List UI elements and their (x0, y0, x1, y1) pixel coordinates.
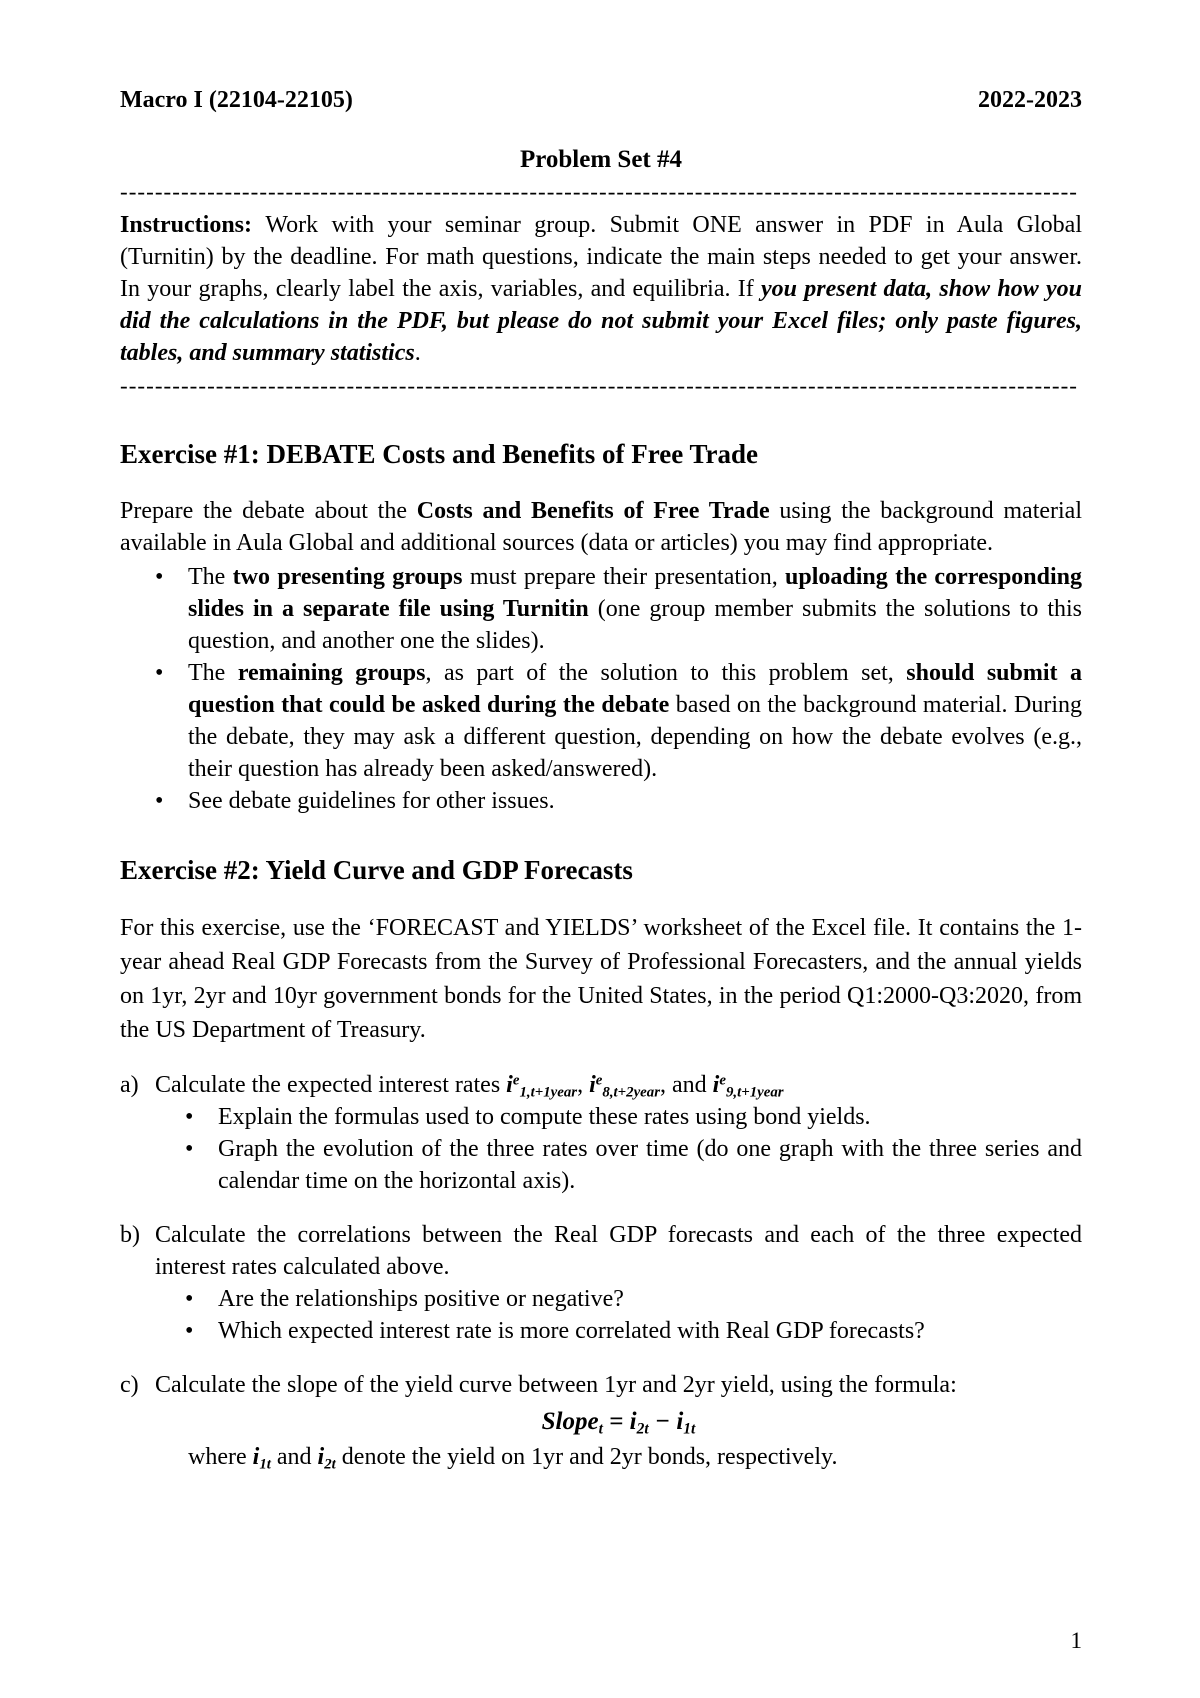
bullet-text: The remaining groups, as part of the solution to this problem set, should submit a question that could be asked during the debate based on the background material. During the debate, they may ask a different question, depending on how the debate evolves (e.g., their question has already been asked/answered). (188, 660, 1083, 782)
item-label: a) (120, 1072, 139, 1098)
exercise2-item-c (120, 1369, 1082, 1473)
divider-dashes-top: -------------------------------------------------------------------------------------------------------------- (120, 179, 1079, 204)
item-label: c) (120, 1372, 139, 1398)
academic-year: 2022-2023 (978, 87, 1082, 113)
exercise2-heading: Exercise #2: Yield Curve and GDP Forecasts (120, 855, 633, 885)
bullet-icon: • (155, 788, 164, 814)
item-body (155, 1369, 1082, 1473)
bullet-icon: • (185, 1104, 194, 1130)
item-b-bullet-list (155, 1283, 1082, 1347)
list-item (185, 1315, 1082, 1347)
bullet-text: Which expected interest rate is more correlated with Real GDP forecasts? (218, 1318, 925, 1344)
course-title: Macro I (22104-22105) (120, 87, 353, 113)
list-item (185, 1133, 1082, 1197)
bullet-text: Are the relationships positive or negative? (218, 1286, 624, 1312)
bullet-text: The two presenting groups must prepare their presentation, uploading the corresponding slides in a separate file using Turnitin (one group member submits the solutions to this question, and another one the slides). (188, 564, 1083, 654)
bullet-icon: • (185, 1136, 194, 1162)
list-item (185, 1283, 1082, 1315)
exercise2-item-b (120, 1219, 1082, 1347)
bullet-text: Graph the evolution of the three rates over time (do one graph with the three series and calendar time on the horizontal axis). (218, 1136, 1082, 1194)
bullet-text: Explain the formulas used to compute these rates using bond yields. (218, 1104, 871, 1130)
item-text: Calculate the slope of the yield curve between 1yr and 2yr yield, using the formula: (155, 1372, 957, 1398)
list-item (155, 785, 1082, 817)
item-label: b) (120, 1222, 140, 1248)
document-header (120, 85, 1082, 115)
exercise1-intro: Prepare the debate about the Costs and Benefits of Free Trade using the background material available in Aula Global and additional sources (data or articles) you may find appropriate. (120, 498, 1082, 556)
slope-formula: Slope$_t$ = $i_{2t} - i_{1t}$ (541, 1408, 696, 1438)
bullet-text: See debate guidelines for other issues. (188, 788, 555, 814)
bullet-icon: • (155, 564, 164, 590)
page-number: 1 (1070, 1628, 1082, 1653)
instructions-paragraph: Instructions: Work with your seminar group. Submit ONE answer in PDF in Aula Global (Turnitin) by the deadline. For math questions, indicate the main steps needed to get your answer. In your graphs, clearly label the axis, variables, and equilibria. If you present data, show how you did the calculations in the PDF, but please do not submit your Excel files; only paste figures, tables, and summary statistics. (120, 212, 1083, 366)
item-text: Calculate the correlations between the Real GDP forecasts and each of the three expected interest rates calculated above. (155, 1222, 1082, 1280)
exercise2-intro: For this exercise, use the ‘FORECAST and YIELDS’ worksheet of the Excel file. It contains the 1-year ahead Real GDP Forecasts from the Survey of Professional Forecasters, and the annual yields on 1yr, 2yr and 10yr government bonds for the United States, in the period Q1:2000-Q3:2020, from the US Department of Treasury. (120, 915, 1082, 1043)
item-body (155, 1069, 1082, 1197)
list-item (185, 1101, 1082, 1133)
list-item (155, 657, 1082, 785)
item-a-bullet-list (155, 1101, 1082, 1197)
item-body (155, 1219, 1082, 1347)
exercise2-item-a (120, 1069, 1082, 1197)
bullet-icon: • (185, 1318, 194, 1344)
formula-explanation: where $i_{1t}$ and $i_{2t}$ denote the yield on 1yr and 2yr bonds, respectively. (188, 1444, 838, 1473)
page-title: Problem Set #4 (519, 146, 682, 173)
exercise1-heading: Exercise #1: DEBATE Costs and Benefits of Free Trade (120, 439, 758, 469)
bullet-icon: • (185, 1286, 194, 1312)
item-text: Calculate the expected interest rates $i^e_{1,t+1year}$, $i^e_{8,t+2year}$, and $i^e_{9,t+1year}$ (155, 1072, 784, 1101)
document-page (120, 85, 1082, 1473)
bullet-icon: • (155, 660, 164, 686)
divider-dashes-bottom: -------------------------------------------------------------------------------------------------------------- (120, 373, 1079, 398)
exercise1-bullet-list (120, 561, 1082, 817)
list-item (155, 561, 1082, 657)
